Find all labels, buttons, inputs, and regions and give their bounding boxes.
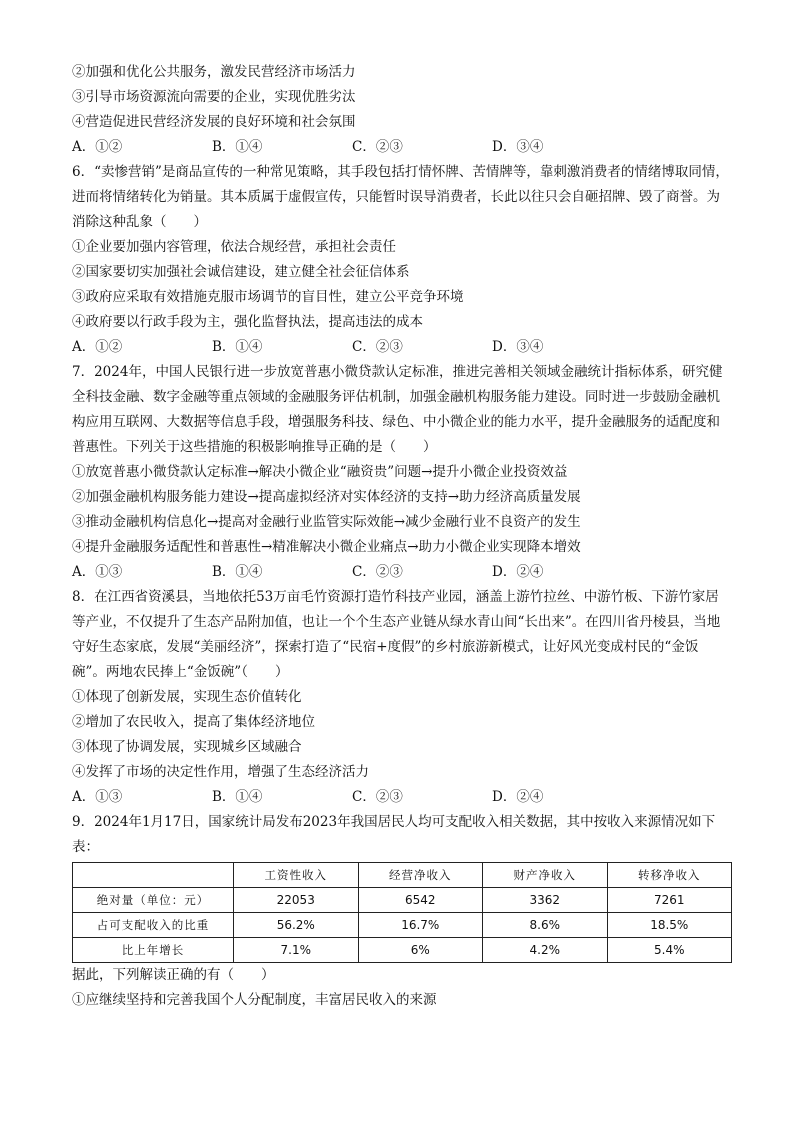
table-header-cell: 财产净收入 — [483, 863, 608, 888]
answer-options — [72, 335, 732, 360]
choice-item: ②增加了农民收入，提高了集体经济地位 — [72, 714, 315, 730]
income-table — [72, 862, 732, 963]
option-b: B．①④ — [212, 564, 263, 580]
question-prompt: 据此，下列解读正确的有（ ） — [72, 967, 275, 983]
table-cell: 3362 — [483, 888, 608, 913]
choice-item: ③引导市场资源流向需要的企业，实现优胜劣汰 — [72, 89, 356, 105]
option-d: D．②④ — [492, 789, 544, 805]
question-7 — [72, 360, 732, 585]
table-header-row — [73, 863, 732, 888]
answer-options — [72, 785, 732, 810]
option-d: D．②④ — [492, 564, 544, 580]
choice-item: ①企业要加强内容管理，依法合规经营，承担社会责任 — [72, 239, 396, 255]
option-a: A．①② — [72, 139, 123, 155]
table-cell: 22053 — [234, 888, 359, 913]
table-cell: 6542 — [358, 888, 483, 913]
table-header-cell: 经营净收入 — [358, 863, 483, 888]
choice-item: ④政府要以行政手段为主，强化监督执法，提高违法的成本 — [72, 314, 423, 330]
table-row-label: 绝对量（单位：元） — [73, 888, 234, 913]
table-row-label: 占可支配收入的比重 — [73, 913, 234, 938]
table-cell: 5.4% — [607, 938, 732, 963]
choice-item: ④提升金融服务适配性和普惠性→精准解决小微企业痛点→助力小微企业实现降本增效 — [72, 539, 581, 555]
table-cell: 18.5% — [607, 913, 732, 938]
question-6 — [72, 160, 732, 360]
option-c: C．②③ — [352, 789, 403, 805]
table-cell: 56.2% — [234, 913, 359, 938]
table-cell: 8.6% — [483, 913, 608, 938]
table-cell: 7.1% — [234, 938, 359, 963]
choice-item: ④营造促进民营经济发展的良好环境和社会氛围 — [72, 114, 356, 130]
question-stem: 8．在江西省资溪县，当地依托53万亩毛竹资源打造竹科技产业园，涵盖上游竹拉丝、中游竹板、下游竹家居等产业，不仅提升了生态产品附加值，也让一个个生态产业链从绿水青山间“长出来”。在四川省丹棱县，当地守好生态家底，发展“美丽经济”，探索打造了“民宿+度假”的乡村旅游新模式，让好风光变成村民的“金饭碗”。两地农民捧上“金饭碗”（ ） — [72, 589, 721, 680]
choice-item: ①放宽普惠小微贷款认定标准→解决小微企业“融资贵”问题→提升小微企业投资效益 — [72, 464, 568, 480]
option-d: D．③④ — [492, 139, 544, 155]
option-b: B．①④ — [212, 339, 263, 355]
choice-item: ③体现了协调发展，实现城乡区域融合 — [72, 739, 302, 755]
option-a: A．①③ — [72, 789, 123, 805]
question-5-tail — [72, 60, 732, 160]
choice-item: ②国家要切实加强社会诚信建设，建立健全社会征信体系 — [72, 264, 410, 280]
choice-item: ②加强和优化公共服务，激发民营经济市场活力 — [72, 64, 356, 80]
option-a: A．①② — [72, 339, 123, 355]
choice-item: ④发挥了市场的决定性作用，增强了生态经济活力 — [72, 764, 369, 780]
question-stem: 7．2024年，中国人民银行进一步放宽普惠小微贷款认定标准，推进完善相关领域金融统计指标体系，研究健全科技金融、数字金融等重点领域的金融服务评估机制，加强金融机构服务能力建设。同时进一步鼓励金融机构应用互联网、大数据等信息手段，增强服务科技、绿色、中小微企业的能力水平，提升金融服务的适配度和普惠性。下列关于这些措施的积极影响推导正确的是（ ） — [72, 364, 723, 455]
table-row — [73, 913, 732, 938]
table-cell: 4.2% — [483, 938, 608, 963]
choice-item: ③推动金融机构信息化→提高对金融行业监管实际效能→减少金融行业不良资产的发生 — [72, 514, 581, 530]
option-c: C．②③ — [352, 339, 403, 355]
table-row — [73, 888, 732, 913]
exam-page — [72, 60, 732, 1013]
option-c: C．②③ — [352, 564, 403, 580]
option-a: A．①③ — [72, 564, 123, 580]
choice-item: ①体现了创新发展，实现生态价值转化 — [72, 689, 302, 705]
table-cell: 16.7% — [358, 913, 483, 938]
question-stem: 6．“卖惨营销”是商品宣传的一种常见策略，其手段包括打情怀牌、苦情牌等，靠刺激消费者的情绪博取同情，进而将情绪转化为销量。其本质属于虚假宣传，只能暂时误导消费者，长此以往只会自砸招牌、毁了商誉。为消除这种乱象（ ） — [72, 164, 729, 230]
answer-options — [72, 135, 732, 160]
option-b: B．①④ — [212, 139, 263, 155]
table-row — [73, 938, 732, 963]
table-cell: 6% — [358, 938, 483, 963]
table-row-label: 比上年增长 — [73, 938, 234, 963]
choice-item: ①应继续坚持和完善我国个人分配制度，丰富居民收入的来源 — [72, 992, 437, 1008]
choice-item: ③政府应采取有效措施克服市场调节的盲目性，建立公平竞争环境 — [72, 289, 464, 305]
option-b: B．①④ — [212, 789, 263, 805]
choice-item: ②加强金融机构服务能力建设→提高虚拟经济对实体经济的支持→助力经济高质量发展 — [72, 489, 581, 505]
table-header-cell — [73, 863, 234, 888]
table-header-cell: 转移净收入 — [607, 863, 732, 888]
answer-options — [72, 560, 732, 585]
option-d: D．③④ — [492, 339, 544, 355]
table-cell: 7261 — [607, 888, 732, 913]
question-stem: 9．2024年1月17日，国家统计局发布2023年我国居民人均可支配收入相关数据，其中按收入来源情况如下表： — [72, 814, 716, 855]
option-c: C．②③ — [352, 139, 403, 155]
question-9 — [72, 810, 732, 1013]
question-8 — [72, 585, 732, 810]
table-header-cell: 工资性收入 — [234, 863, 359, 888]
